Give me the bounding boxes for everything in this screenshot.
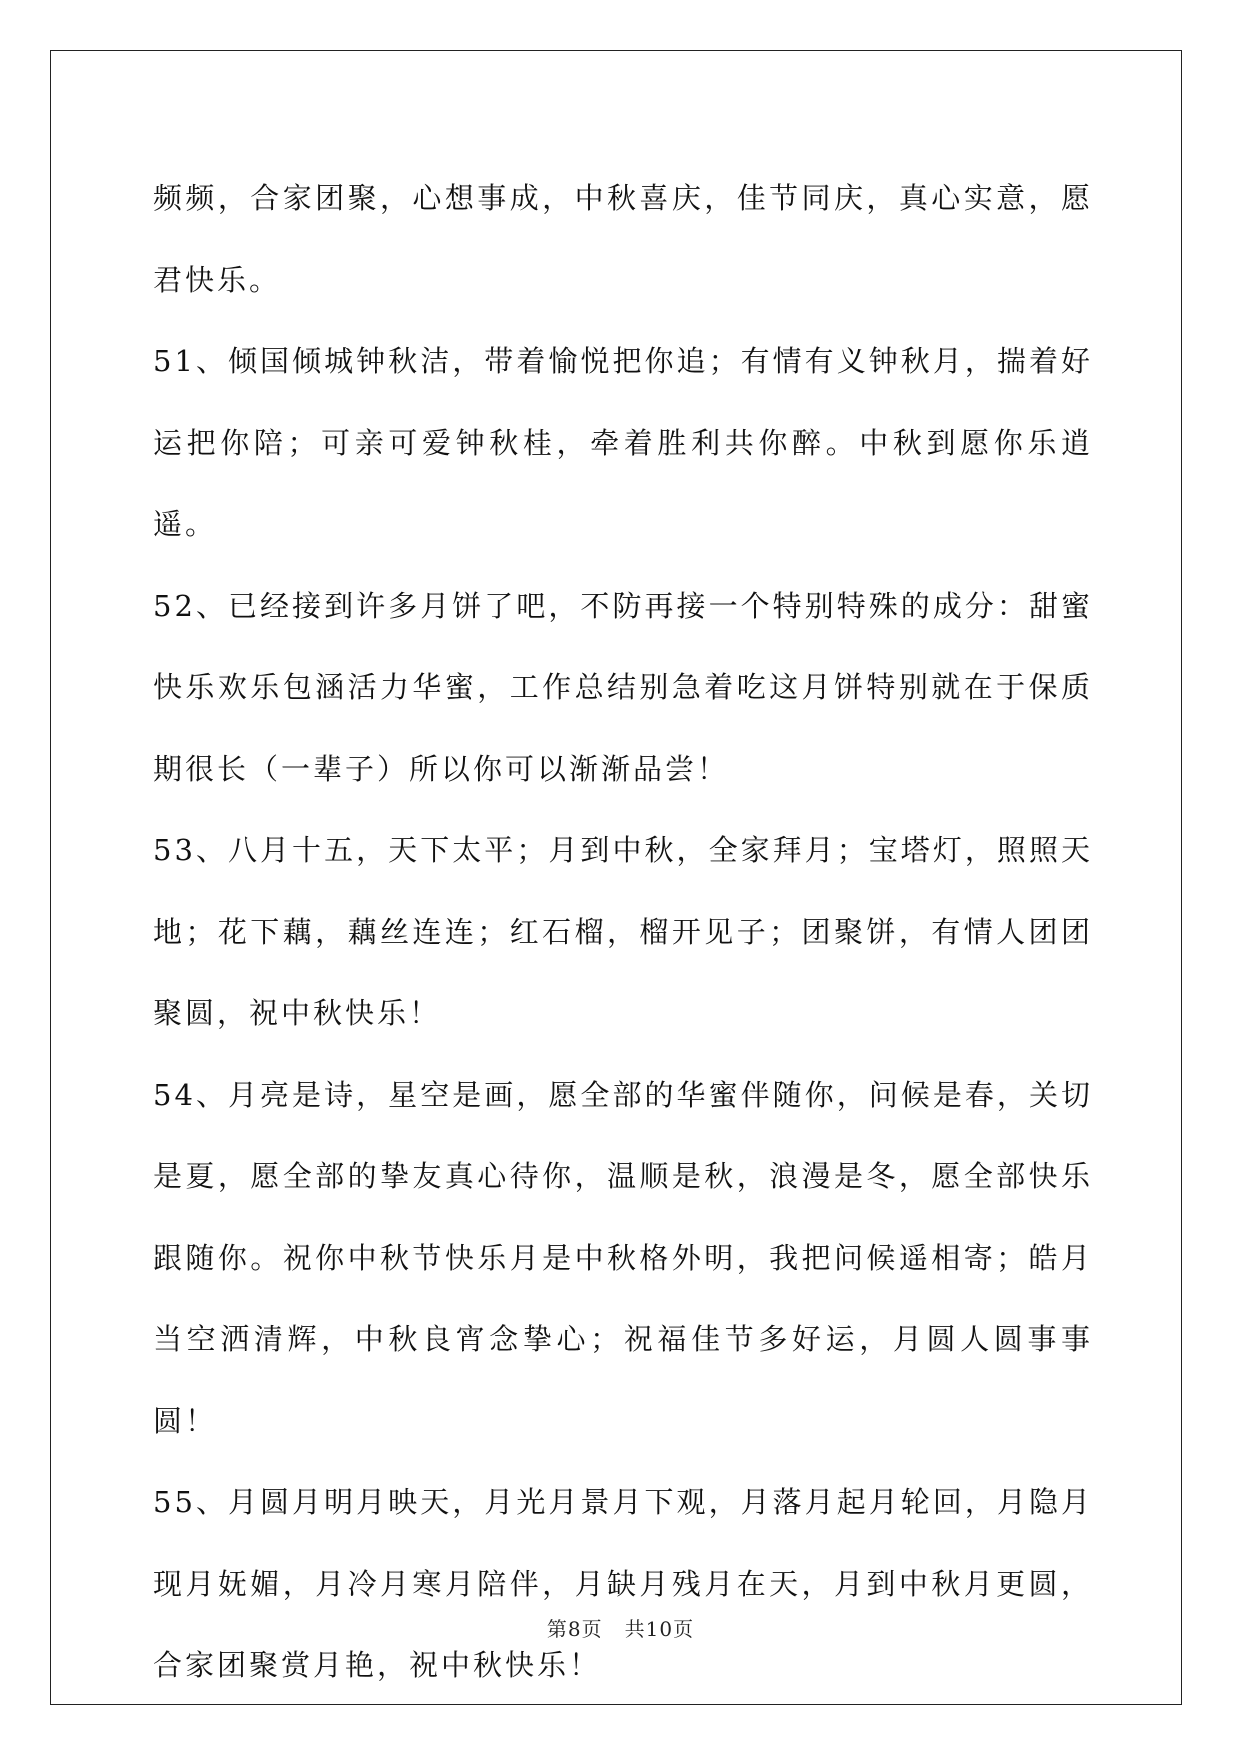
paragraph-51: 51、倾国倾城钟秋洁，带着愉悦把你追；有情有义钟秋月，揣着好运把你陪；可亲可爱钟秋桂，牵着胜利共你醉。中秋到愿你乐逍遥。 bbox=[153, 344, 1093, 541]
paragraph-54: 54、月亮是诗，星空是画，愿全部的华蜜伴随你，问候是春，关切是夏，愿全部的挚友真心待你，温顺是秋，浪漫是冬，愿全部快乐跟随你。祝你中秋节快乐月是中秋格外明，我把问候遥相寄；皓月当空洒清辉，中秋良宵念挚心；祝福佳节多好运，月圆人圆事事圆！ bbox=[153, 1077, 1093, 1438]
paragraph-55: 55、月圆月明月映天，月光月景月下观，月落月起月轮回，月隐月现月妩媚，月冷月寒月陪伴，月缺月残月在天，月到中秋月更圆，合家团聚赏月艳，祝中秋快乐！ bbox=[153, 1485, 1093, 1682]
page-total: 共10页 bbox=[624, 1617, 695, 1641]
document-body bbox=[153, 158, 1093, 1707]
paragraph-continuation: 频频，合家团聚，心想事成，中秋喜庆，佳节同庆，真心实意，愿君快乐。 bbox=[153, 181, 1093, 297]
page-footer bbox=[0, 1613, 1241, 1642]
paragraph-52: 52、已经接到许多月饼了吧，不防再接一个特别特殊的成分：甜蜜快乐欢乐包涵活力华蜜，工作总结别急着吃这月饼特别就在于保质期很长（一辈子）所以你可以渐渐品尝！ bbox=[153, 588, 1093, 786]
paragraph-53: 53、八月十五，天下太平；月到中秋，全家拜月；宝塔灯，照照天地；花下藕，藕丝连连；红石榴，榴开见子；团聚饼，有情人团团聚圆，祝中秋快乐！ bbox=[153, 833, 1093, 1030]
page-number: 第8页 bbox=[546, 1617, 603, 1641]
